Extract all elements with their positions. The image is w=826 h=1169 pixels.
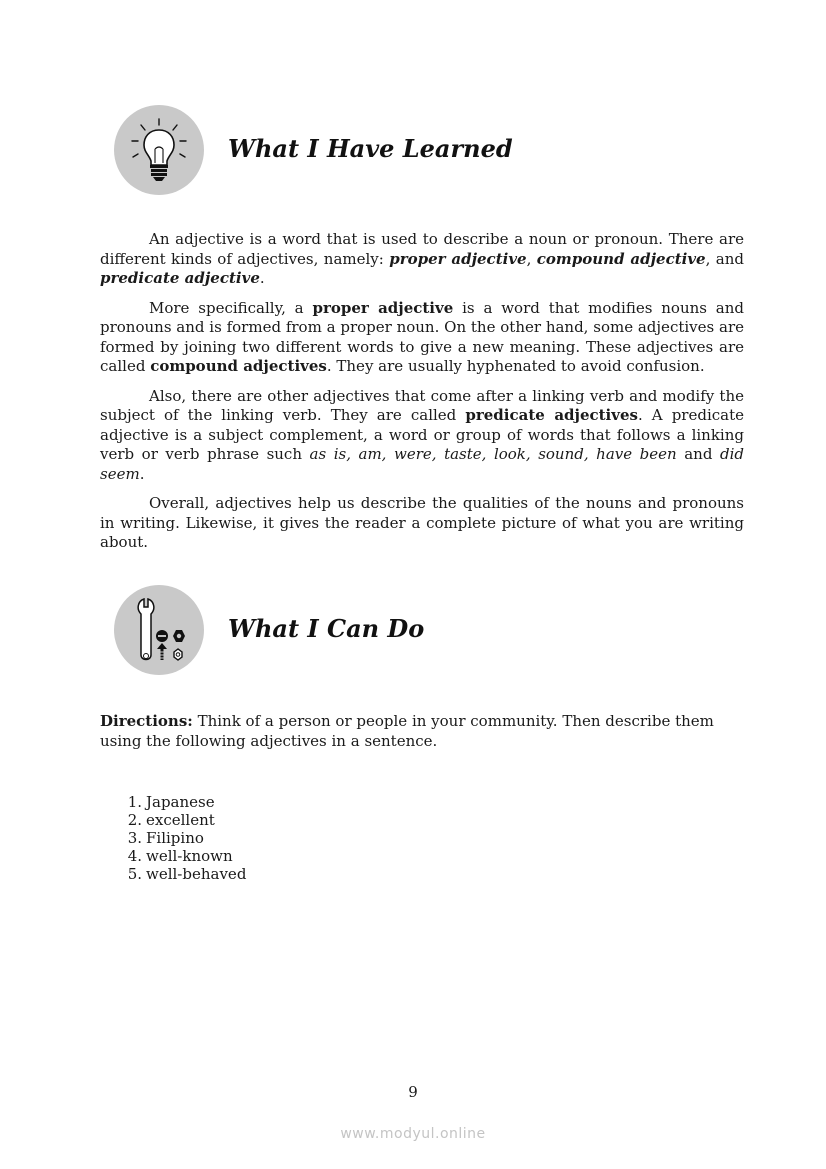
tools-icon xyxy=(114,585,204,675)
page-number: 9 xyxy=(408,1083,418,1101)
paragraph-2: More specifically, a proper adjective is a word that modifies nouns and pronouns and is formed from a proper noun. On the other hand, some adjectives are formed by joining two different words to give a new meaning. These adjectives are called compound adjectives. They are usually hyphenated to avoid confusion. xyxy=(100,298,744,375)
list-item: 1. Japanese xyxy=(127,793,215,811)
section-title-learned: What I Have Learned xyxy=(228,134,513,163)
list-item: 2. excellent xyxy=(127,811,215,829)
directions-text: Think of a person or people in your community. Then describe them using the following adjectives in a sentence. xyxy=(100,712,714,750)
list-item: 3. Filipino xyxy=(127,829,204,847)
list-item: 4. well-known xyxy=(127,847,233,865)
directions xyxy=(100,711,744,751)
section-title-can-do: What I Can Do xyxy=(228,614,425,643)
directions-label: Directions: xyxy=(100,712,193,730)
watermark: www.modyul.online xyxy=(340,1126,486,1142)
adjective-list xyxy=(100,793,246,883)
paragraph-4: Overall, adjectives help us describe the qualities of the nouns and pronouns in writing. Likewise, it gives the reader a complete picture of what you are writing about. xyxy=(100,494,744,551)
paragraph-3: Also, there are other adjectives that come after a linking verb and modify the subject of the linking verb. They are called predicate adjectives. A predicate adjective is a subject complement, a word or group of words that follows a linking verb or verb phrase such as is, am, were, taste, look, sound, have been and did seem. xyxy=(100,386,745,483)
learned-body xyxy=(100,230,744,563)
paragraph-1: An adjective is a word that is used to describe a noun or pronoun. There are different kinds of adjectives, namely: proper adjective, compound adjective, and predicate adjective. xyxy=(100,230,744,287)
list-item: 5. well-behaved xyxy=(127,865,247,883)
lightbulb-icon xyxy=(114,105,204,195)
